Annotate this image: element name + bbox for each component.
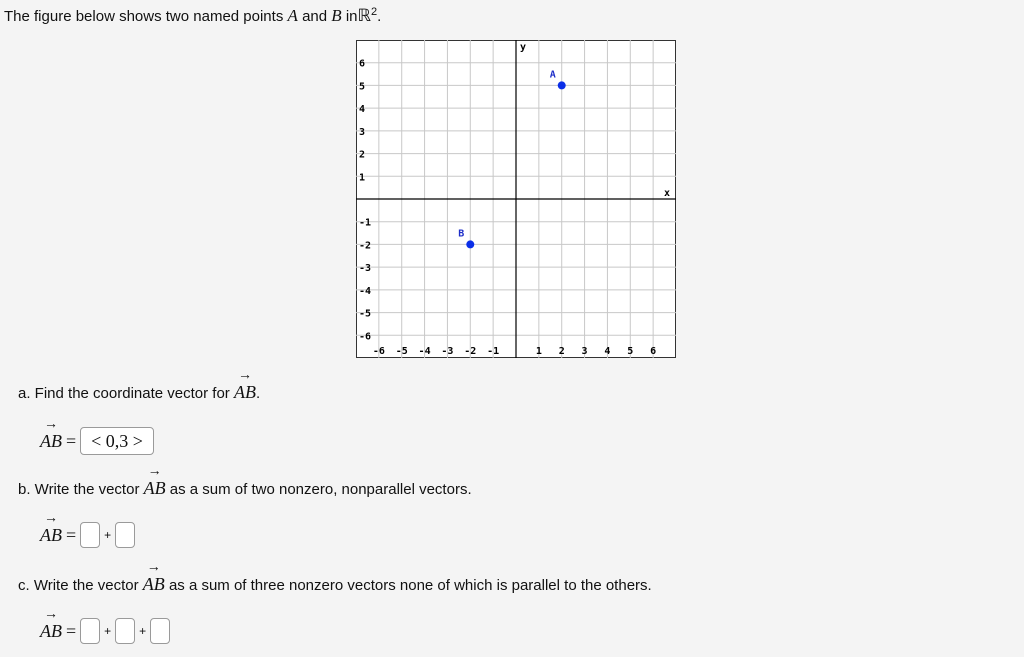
point-a-marker bbox=[558, 81, 566, 89]
y-tick-label: -2 bbox=[359, 240, 372, 252]
y-tick-label: -6 bbox=[359, 331, 372, 343]
answer-row-c bbox=[40, 606, 170, 644]
answer-row-b bbox=[40, 510, 135, 548]
vector-arrow: → bbox=[237, 368, 252, 383]
answer-a-field[interactable]: < 0,3 > bbox=[80, 427, 154, 455]
y-tick-label: 4 bbox=[359, 104, 366, 116]
y-tick-label: -3 bbox=[359, 263, 372, 275]
y-tick-label: -5 bbox=[359, 308, 372, 320]
vector-ab-symbol bbox=[142, 560, 165, 595]
vector-arrow: → bbox=[146, 560, 161, 575]
x-tick-label: 5 bbox=[627, 346, 634, 357]
vector-arrow: → bbox=[44, 416, 58, 432]
x-tick-label: -3 bbox=[441, 346, 454, 357]
question-c-suffix: as a sum of three nonzero vectors none of which is parallel to the others. bbox=[168, 577, 652, 594]
intro-prefix: The figure below shows two named points bbox=[4, 8, 284, 25]
answer-c-field-3[interactable] bbox=[150, 618, 170, 644]
x-tick-label: 2 bbox=[558, 346, 565, 357]
x-tick-label: -1 bbox=[487, 346, 500, 357]
point-b-label: B bbox=[458, 228, 465, 240]
vector-ab-text: AB bbox=[40, 524, 62, 545]
vector-ab-text: AB bbox=[143, 478, 166, 498]
x-tick-label: -5 bbox=[395, 346, 408, 357]
answer-b-field-1[interactable] bbox=[80, 522, 100, 548]
question-b-suffix: as a sum of two nonzero, nonparallel vectors. bbox=[169, 481, 472, 498]
equals-sign: = bbox=[66, 524, 77, 545]
answer-b-field-2[interactable] bbox=[115, 522, 135, 548]
answer-c-field-1[interactable] bbox=[80, 618, 100, 644]
x-tick-label: 4 bbox=[604, 346, 611, 357]
exponent: 2 bbox=[370, 6, 378, 18]
equals-sign: = bbox=[66, 430, 77, 451]
question-a-prefix: a. Find the coordinate vector for bbox=[18, 385, 230, 402]
answer-c-field-2[interactable] bbox=[115, 618, 135, 644]
x-tick-label: 1 bbox=[535, 346, 542, 357]
y-axis-label: y bbox=[520, 42, 527, 53]
question-b-prefix: b. Write the vector bbox=[18, 481, 140, 498]
vector-arrow: → bbox=[44, 510, 58, 526]
vector-ab-symbol bbox=[40, 510, 62, 546]
question-c-prefix: c. Write the vector bbox=[18, 577, 139, 594]
intro-and: and bbox=[302, 8, 328, 25]
vector-arrow: → bbox=[147, 464, 162, 479]
x-axis-label: x bbox=[664, 188, 671, 199]
point-a-label: A bbox=[549, 69, 556, 81]
y-tick-label: 1 bbox=[359, 172, 366, 184]
y-tick-label: -4 bbox=[359, 285, 372, 297]
vector-ab-symbol bbox=[233, 368, 256, 403]
y-tick-label: 6 bbox=[359, 58, 366, 70]
vector-ab-symbol bbox=[40, 416, 62, 452]
y-tick-label: 2 bbox=[359, 149, 366, 161]
graph-svg bbox=[356, 40, 676, 358]
x-tick-label: -2 bbox=[464, 346, 477, 357]
question-a bbox=[18, 368, 261, 403]
y-tick-label: 5 bbox=[359, 81, 366, 93]
vector-ab-symbol bbox=[40, 606, 62, 642]
intro-suffix: . bbox=[377, 8, 382, 25]
point-a-symbol: A bbox=[287, 6, 298, 25]
x-tick-label: -6 bbox=[372, 346, 385, 357]
equals-sign: = bbox=[66, 620, 77, 641]
plus-sign: + bbox=[104, 624, 112, 638]
plus-sign: + bbox=[104, 528, 112, 542]
coordinate-graph bbox=[356, 40, 676, 358]
vector-arrow: → bbox=[44, 606, 58, 622]
y-tick-label: 3 bbox=[359, 126, 366, 138]
answer-row-a bbox=[40, 416, 154, 455]
vector-ab-text: AB bbox=[233, 382, 256, 402]
question-b bbox=[18, 464, 472, 499]
x-tick-label: -4 bbox=[418, 346, 431, 357]
question-a-suffix: . bbox=[255, 385, 261, 402]
y-tick-label: -1 bbox=[359, 217, 372, 229]
plus-sign: + bbox=[139, 624, 147, 638]
intro-text bbox=[4, 6, 381, 26]
point-b-marker bbox=[466, 240, 474, 248]
x-tick-label: 6 bbox=[650, 346, 657, 357]
real-space-symbol: ℝ bbox=[357, 6, 371, 25]
vector-ab-text: AB bbox=[142, 574, 165, 594]
question-c bbox=[18, 560, 652, 595]
vector-ab-text: AB bbox=[40, 430, 62, 451]
x-tick-label: 3 bbox=[581, 346, 588, 357]
point-b-symbol: B bbox=[331, 6, 342, 25]
intro-in: in bbox=[345, 8, 358, 25]
vector-ab-text: AB bbox=[40, 620, 62, 641]
vector-ab-symbol bbox=[143, 464, 166, 499]
